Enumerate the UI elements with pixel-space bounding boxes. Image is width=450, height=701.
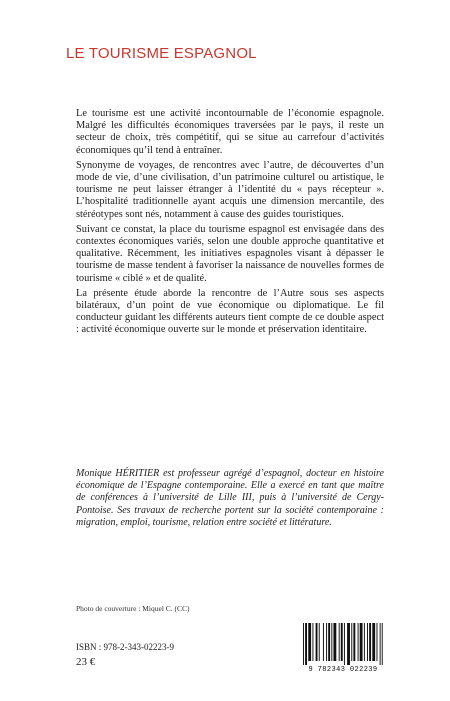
cover-photo-credit: Photo de couverture : Miquel C. (CC) [76, 604, 190, 613]
barcode-bar [328, 623, 330, 661]
barcode-bar [377, 623, 378, 661]
barcode-bar [316, 623, 318, 661]
barcode-bar [305, 623, 307, 665]
barcode-bar [369, 623, 371, 661]
barcode-bar [339, 623, 340, 661]
barcode-bar [323, 623, 324, 661]
barcode [297, 623, 389, 675]
summary-paragraph-2: Synonyme de voyages, de rencontres avec l’autre, de découvertes d’un mode de vie, d’une civilisation, d’un patrimoine culturel ou artistique, le tourisme ne peut laisser étranger à l’identité du « pays récepteur ». L’hospitalité traditionnelle ayant acquis une dimension mercantile, des stéréotypes sont nés, notamment à cause des guides touristiques. [76, 159, 384, 220]
summary-paragraph-4: La présente étude aborde la rencontre de l’Autre sous ses aspects bilatéraux, d’un point de vue économique ou diplomatique. Le fil conducteur guidant les différents auteurs tient compte de ce double aspect : activité économique ouverte sur le monde et préservation identitaire. [76, 287, 384, 336]
author-bio: Monique HÉRITIER est professeur agrégé d’espagnol, docteur en histoire économique de l’Espagne contemporaine. Elle a exercé en tant que maître de conférences à l’université de Lille III, puis à l’université de Cergy-Pontoise. Ses travaux de recherche portent sur la société contemporaine : migration, emploi, tourisme, relation entre société et littérature. [76, 468, 384, 528]
barcode-bar [367, 623, 368, 661]
barcode-bar [331, 623, 332, 661]
barcode-bar [364, 623, 365, 661]
barcode-bars [297, 623, 389, 665]
barcode-bar [351, 623, 352, 661]
barcode-digits: 9 782343 022239 [308, 666, 378, 674]
barcode-bar [353, 623, 355, 661]
back-cover-summary [76, 108, 384, 340]
barcode-bar [380, 623, 381, 665]
summary-paragraph-3: Suivant ce constat, la place du tourisme espagnol est envisagée dans des contextes économiques variés, selon une double approche quantitative et qualitative. Récemment, les initiatives espagnoles visant à dépasser le tourisme de masse tendent à favoriser la naissance de nouvelles formes de tourisme « ciblé » et de qualité. [76, 223, 384, 284]
barcode-bar [347, 623, 350, 665]
barcode-bar [303, 623, 304, 665]
barcode-bar [326, 623, 327, 661]
barcode-bar [341, 623, 343, 661]
barcode-bar [312, 623, 313, 661]
book-title: LE TOURISME ESPAGNOL [66, 45, 257, 62]
barcode-bar [333, 623, 336, 661]
barcode-bar [358, 623, 359, 661]
barcode-bar [382, 623, 383, 665]
barcode-bar [319, 623, 320, 661]
barcode-bar [372, 623, 375, 661]
barcode-bar [360, 623, 363, 661]
isbn-number: ISBN : 978-2-343-02223-9 [76, 642, 174, 652]
barcode-bar [344, 623, 345, 665]
book-price: 23 € [76, 656, 96, 668]
summary-paragraph-1: Le tourisme est une activité incontournable de l’économie espagnole. Malgré les difficultés économiques traversées par le pays, il reste un secteur de choix, très compétitif, qui se situe au carrefour d’activités économiques qu’il tend à entraîner. [76, 108, 384, 156]
barcode-bar [308, 623, 311, 661]
